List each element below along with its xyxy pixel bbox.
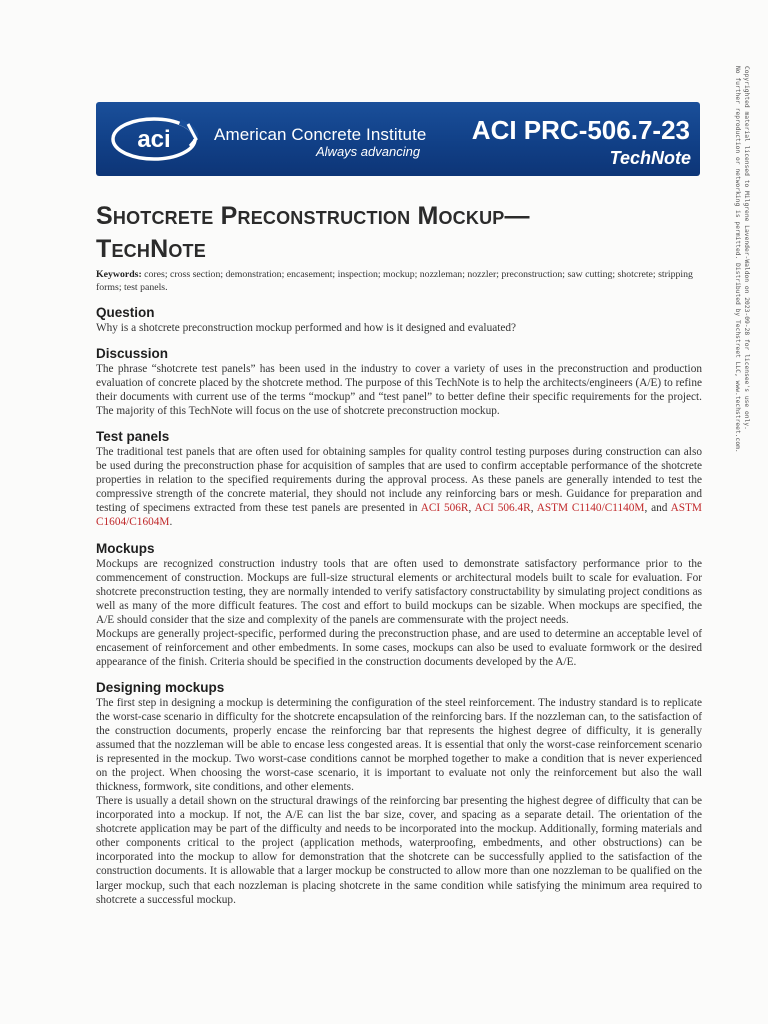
mockups-paragraph-2: Mockups are generally project-specific, performed during the preconstruction phase, and are used to determine an acceptable level of encasement of reinforcement and other embedments. In some cases, mockups can also be used to evaluate formwork or the desired appearance of the finish. Criteria should be specified in the construction documents developed by the A/E. xyxy=(96,627,702,668)
designing-paragraph-2: There is usually a detail shown on the structural drawings of the reinforcing bar presenting the highest degree of difficulty that can be incorporated into a mockup. If not, the A/E can list the bar size, cover, and spacing as a separate detail. The orientation of the shotcrete application may be part of the difficulty and needs to be incorporated into the mockup. Additionally, forming materials and other components critical to the project (application methods, waterproofing, embedments, and other obstructions) can be incorporated into the mockup to allow for demonstration that the shotcrete can be successfully applied to the satisfaction of the construction documents. It is allowable that a larger mockup be constructed to allow more than one nozzleman to be qualified on the larger mockup, such that each nozzleman is placing shotcrete in the same condition while satisfying the minimum area required to shotcrete a successful mockup. xyxy=(96,795,702,906)
institute-tagline: Always advancing xyxy=(316,144,421,159)
aci-logo-icon xyxy=(110,116,198,162)
title-line-2: TechNote xyxy=(96,235,206,263)
document-title xyxy=(96,200,716,266)
question-heading: Question xyxy=(96,305,155,320)
ref-aci-506r[interactable]: ACI 506R xyxy=(420,502,469,515)
section-question xyxy=(96,304,702,335)
ref-astm-c1604[interactable]: ASTM C1604/C1604M xyxy=(96,502,702,529)
keywords xyxy=(96,269,700,294)
keywords-label: Keywords: xyxy=(96,269,142,280)
copyright-notice xyxy=(733,66,751,453)
document-number: ACI PRC-506.7-23 xyxy=(471,115,690,145)
designing-mockups-heading: Designing mockups xyxy=(96,679,225,695)
ref-astm-c1140[interactable]: ASTM C1140/C1140M xyxy=(536,502,645,515)
document-series: TechNote xyxy=(609,148,691,168)
keywords-text: cores; cross section; demonstration; encasement; inspection; mockup; nozzleman; nozzler; preconstruction; saw cutting; shotcrete; stripping forms; test panels. xyxy=(96,269,693,293)
discussion-paragraph: The phrase “shotcrete test panels” has been used in the industry to cover a variety of uses in the preconstruction and production evaluation of concrete placed by the shotcrete method. The purpose of this TechNote is to help the architects/engineers (A/E) to refine their documents with current use of the terms “mockup” and “test panel” to better define their specific requirements for the project. The majority of this TechNote will focus on the use of shotcrete preconstruction mockup. xyxy=(96,363,702,418)
aci-banner xyxy=(96,102,700,176)
section-discussion xyxy=(96,345,702,418)
ref-separator: , xyxy=(468,502,475,515)
mockups-paragraph-1: Mockups are recognized construction industry tools that are often used to demonstrate satisfactory performance prior to the commencement of construction. Mockups are full-size structural elements or architectural models built to scale for evaluation. For shotcrete preconstruction testing, they are normally intended to verify satisfactory constructability by simulating project conditions as well as many of the more difficult features. The cost and effort to build mockups can be sizable. When mockups are specified, the A/E should consider that the size and complexity of the panels are commensurate with the project needs. xyxy=(96,557,702,626)
section-designing-mockups xyxy=(96,679,702,907)
designing-paragraph-1: The first step in designing a mockup is determining the configuration of the steel reinforcement. The industry standard is to replicate the worst-case scenario in difficulty for the shotcrete encapsulation of the reinforcing bars. If the nozzleman can, to the satisfaction of the construction documents, properly encase the reinforcing bar that represents the highest degree of difficulty, it is generally assumed that the nozzleman will be able to encase less congested areas. It is essential that only the worst-case reinforcement scenario is represented in the mockup. Two worst-case conditions cannot be morphed together to make a condition that is never experienced on the project. When choosing the worst-case scenario, it is important to evaluate not only the reinforcement but also the wall thickness, formwork, site conditions, and other elements. xyxy=(96,696,702,794)
main-content xyxy=(96,304,702,917)
test-panels-heading: Test panels xyxy=(96,429,170,445)
institute-name: American Concrete Institute xyxy=(214,125,427,144)
title-line-1: Shotcrete Preconstruction Mockup— xyxy=(96,202,530,230)
aci-logo-text: aci xyxy=(137,126,171,153)
test-panels-text: The traditional test panels that are often used for obtaining samples for quality control testing purposes during construction can also be used during the preconstruction phase for acquisition of samples that are used to confirm acceptable performance of the shotcrete properties in relation to the specified requirements during the approval process. As these panels are generally intended to test the compressive strength of the concrete material, they should not include any reinforcing bars or mesh. Guidance for preparation and testing of specimens extracted from these test panels are presented in xyxy=(96,446,702,515)
mockups-heading: Mockups xyxy=(96,540,155,556)
discussion-heading: Discussion xyxy=(96,346,169,362)
ref-end: . xyxy=(169,516,173,529)
ref-separator: , and xyxy=(644,502,671,515)
section-test-panels xyxy=(96,428,702,529)
copyright-line-2: No further reproduction or networking is permitted. Distributed by Techstreet LLC, www.techstreet.com. xyxy=(734,66,741,453)
ref-aci-506-4r[interactable]: ACI 506.4R xyxy=(474,502,531,515)
section-mockups xyxy=(96,540,702,669)
question-paragraph: Why is a shotcrete preconstruction mockup performed and how is it designed and evaluated? xyxy=(96,322,517,334)
copyright-line-1: Copyrighted material licensed to Milgrene Lavender-Waldon on 2023-09-28 for licensee's use only. xyxy=(743,66,750,430)
ref-separator: , xyxy=(530,502,537,515)
test-panels-paragraph xyxy=(96,445,702,529)
